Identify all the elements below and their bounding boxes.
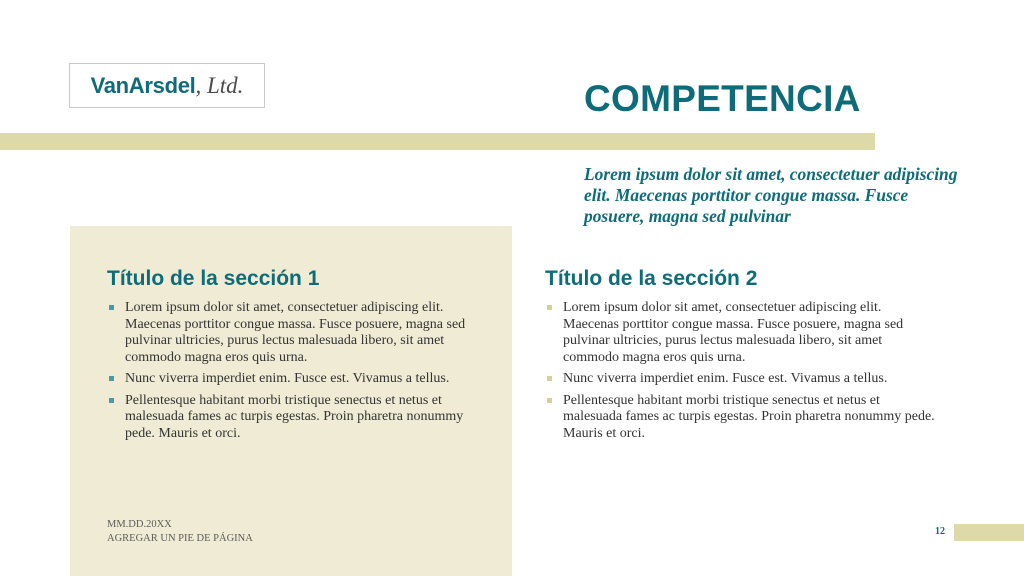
logo-suffix: , Ltd.	[195, 72, 244, 98]
page-number: 12	[935, 526, 945, 537]
footer-text: AGREGAR UN PIE DE PÁGINA	[107, 533, 253, 544]
bullet-text: Nunc viverra imperdiet enim. Fusce est. Vivamus a tellus.	[563, 371, 888, 386]
bullet-item	[545, 371, 937, 388]
section-2	[545, 265, 937, 447]
section-2-bullet-list	[545, 300, 937, 442]
bullet-text: Pellentesque habitant morbi tristique senectus et netus et malesuada fames ac turpis egestas. Proin pharetra nonummy pede. Mauris et orci.	[563, 392, 935, 441]
section-1-title: Título de la sección 1	[107, 267, 320, 290]
company-logo	[69, 63, 265, 108]
page-number-accent-band	[954, 524, 1024, 541]
logo-name: VanArsdel	[90, 72, 196, 98]
section-1-bullet-list	[107, 300, 479, 442]
bullet-item	[107, 371, 479, 388]
bullet-text: Nunc viverra imperdiet enim. Fusce est. Vivamus a tellus.	[125, 371, 450, 386]
bullet-item	[545, 300, 937, 366]
footer	[107, 518, 253, 546]
bullet-item	[107, 393, 479, 443]
bullet-item	[107, 300, 479, 366]
bullet-item	[545, 393, 937, 443]
bullet-text: Lorem ipsum dolor sit amet, consectetuer adipiscing elit. Maecenas porttitor congue massa. Fusce posuere, magna sed pulvinar ultricies, purus lectus malesuada libero, sit amet commodo magna eros quis urna.	[125, 300, 466, 365]
square-bullet-icon	[547, 305, 552, 310]
slide-title: COMPETENCIA	[584, 78, 861, 119]
title-accent-band	[0, 133, 875, 150]
square-bullet-icon	[109, 376, 114, 381]
square-bullet-icon	[547, 398, 552, 403]
footer-date: MM.DD.20XX	[107, 519, 172, 530]
slide-subtitle: Lorem ipsum dolor sit amet, consectetuer adipiscing elit. Maecenas porttitor congue massa. Fusce posuere, magna sed pulvinar	[584, 164, 958, 226]
section-2-title: Título de la sección 2	[545, 267, 758, 290]
square-bullet-icon	[547, 376, 552, 381]
section-1	[107, 265, 479, 447]
bullet-text: Pellentesque habitant morbi tristique senectus et netus et malesuada fames ac turpis egestas. Proin pharetra nonummy pede. Mauris et orci.	[125, 392, 464, 441]
bullet-text: Lorem ipsum dolor sit amet, consectetuer adipiscing elit. Maecenas porttitor congue massa. Fusce posuere, magna sed pulvinar ultricies, purus lectus malesuada libero, sit amet commodo magna eros quis urna.	[563, 300, 904, 365]
square-bullet-icon	[109, 305, 114, 310]
square-bullet-icon	[109, 398, 114, 403]
